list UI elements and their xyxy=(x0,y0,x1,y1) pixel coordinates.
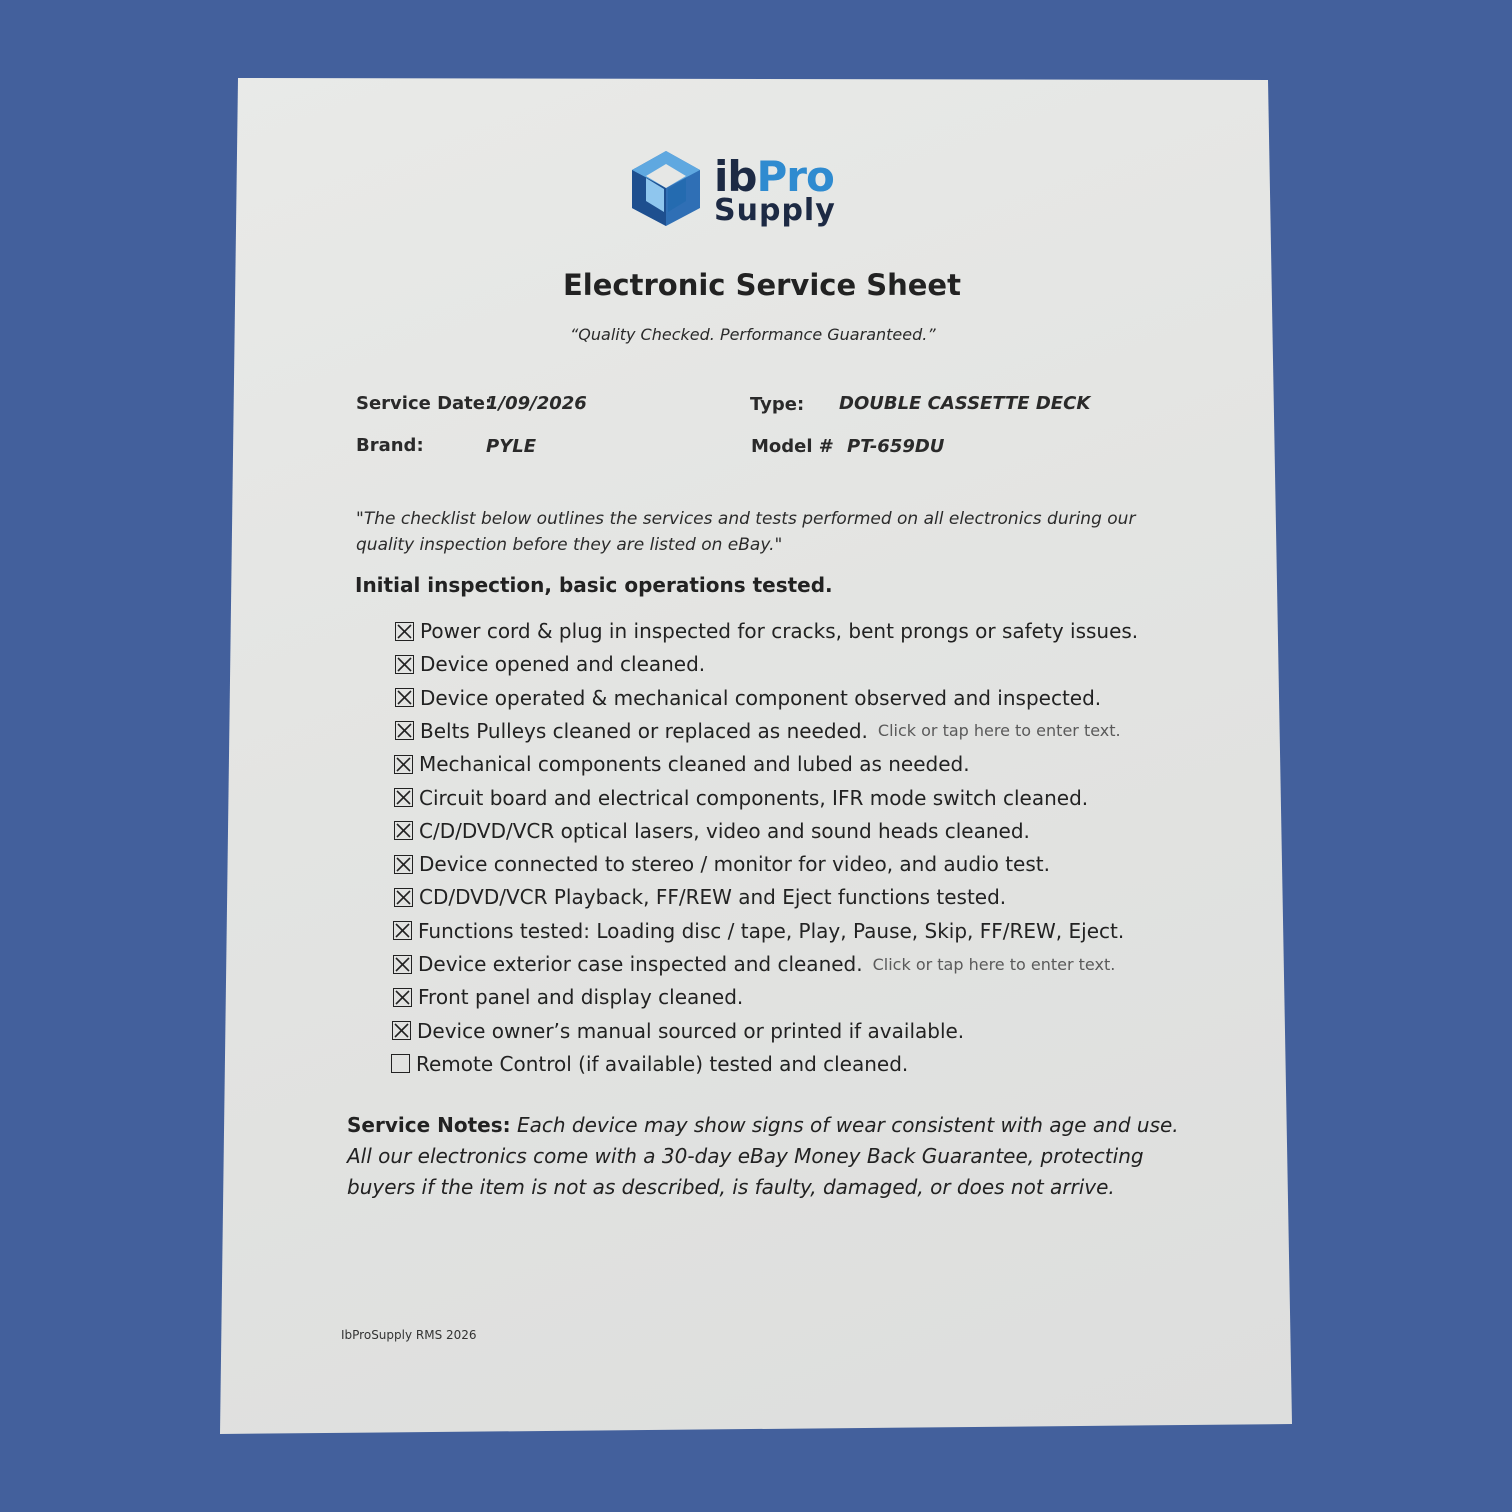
checklist-item-text: Power cord & plug in inspected for cracks, bent prongs or safety issues. xyxy=(420,619,1139,643)
checklist-item-text: Device opened and cleaned. xyxy=(420,652,706,677)
logo-text-ib: ib xyxy=(714,152,757,201)
document-tagline: “Quality Checked. Performance Guaranteed.” xyxy=(570,325,936,344)
service-notes-heading: Service Notes: xyxy=(347,1113,511,1137)
checklist-item-text: Circuit board and electrical components, IFR mode switch cleaned. xyxy=(419,785,1089,810)
checklist-item-text: Device owner’s manual sourced or printed if available. xyxy=(417,1018,965,1043)
checklist-item xyxy=(395,719,1121,743)
document-title: Electronic Service Sheet xyxy=(563,268,961,302)
checklist-item xyxy=(391,1052,908,1076)
section-heading: Initial inspection, basic operations tested. xyxy=(355,573,833,597)
intro-line-1: "The checklist below outlines the services and tests performed on all electronics during our xyxy=(356,509,1136,529)
checklist-item-text: CD/DVD/VCR Playback, FF/REW and Eject functions tested. xyxy=(419,885,1007,910)
checklist-item-text: Device connected to stereo / monitor for video, and audio test. xyxy=(419,852,1050,877)
x-mark-icon xyxy=(395,889,412,906)
x-mark-icon xyxy=(396,623,413,640)
checked-checkbox[interactable] xyxy=(395,655,414,674)
checklist-item xyxy=(393,952,1115,976)
brand-value: PYLE xyxy=(486,436,536,457)
type-label: Type: xyxy=(750,394,805,415)
checklist-item xyxy=(394,786,1088,810)
checked-checkbox[interactable] xyxy=(394,755,413,774)
text-entry-placeholder[interactable]: Click or tap here to enter text. xyxy=(877,721,1121,741)
checklist-item xyxy=(395,652,705,676)
x-mark-icon xyxy=(395,789,412,806)
checklist-item-text: Front panel and display cleaned. xyxy=(418,985,744,1010)
x-mark-icon xyxy=(396,689,413,706)
checked-checkbox[interactable] xyxy=(394,855,413,874)
checked-checkbox[interactable] xyxy=(395,688,414,707)
unchecked-checkbox[interactable] xyxy=(391,1054,410,1073)
x-mark-icon xyxy=(395,822,412,839)
brand-label: Brand: xyxy=(356,435,424,456)
x-mark-icon xyxy=(395,856,412,873)
checklist-item-text: Belts Pulleys cleaned or replaced as needed. xyxy=(420,718,868,743)
service-date-label: Service Date: xyxy=(356,393,493,414)
service-notes-line-2: All our electronics come with a 30-day eBay Money Back Guarantee, protecting xyxy=(347,1144,1144,1168)
document-footer: IbProSupply RMS 2026 xyxy=(341,1328,477,1342)
checklist-item-text: Functions tested: Loading disc / tape, Play, Pause, Skip, FF/REW, Eject. xyxy=(418,918,1125,943)
logo-text-pro: Pro xyxy=(756,152,834,201)
checked-checkbox[interactable] xyxy=(393,921,412,940)
cube-logo-icon xyxy=(628,148,704,228)
checklist-item xyxy=(394,752,970,776)
service-date-value: 1/09/2026 xyxy=(486,393,587,414)
x-mark-icon xyxy=(396,656,413,673)
x-mark-icon xyxy=(394,989,411,1006)
checklist-item xyxy=(393,985,743,1009)
x-mark-icon xyxy=(394,922,411,939)
checklist-item xyxy=(394,885,1006,909)
checked-checkbox[interactable] xyxy=(394,888,413,907)
checklist-item xyxy=(395,686,1101,710)
checked-checkbox[interactable] xyxy=(395,721,414,740)
checklist-item xyxy=(394,852,1050,876)
checklist-item-text: Device exterior case inspected and cleaned. xyxy=(418,952,863,976)
checklist-intro xyxy=(356,506,1156,558)
service-notes xyxy=(347,1110,1179,1203)
x-mark-icon xyxy=(394,956,411,973)
service-notes-line-1: Each device may show signs of wear consistent with age and use. xyxy=(516,1113,1179,1137)
checklist-item xyxy=(395,619,1138,643)
checked-checkbox[interactable] xyxy=(394,788,413,807)
checklist-item xyxy=(392,1019,964,1043)
checklist-item-text: C/D/DVD/VCR optical lasers, video and sound heads cleaned. xyxy=(419,818,1030,843)
checked-checkbox[interactable] xyxy=(393,955,412,974)
checked-checkbox[interactable] xyxy=(395,622,414,641)
logo-text-supply: Supply xyxy=(714,193,836,228)
checked-checkbox[interactable] xyxy=(393,988,412,1007)
checked-checkbox[interactable] xyxy=(394,821,413,840)
type-value: DOUBLE CASSETTE DECK xyxy=(839,393,1091,414)
ibprosupply-logo xyxy=(628,148,878,238)
x-mark-icon xyxy=(393,1022,410,1039)
checklist-item xyxy=(394,819,1030,843)
service-notes-line-3: buyers if the item is not as described, is faulty, damaged, or does not arrive. xyxy=(347,1175,1115,1199)
intro-line-2: quality inspection before they are listed on eBay." xyxy=(356,535,783,555)
checked-checkbox[interactable] xyxy=(392,1021,411,1040)
x-mark-icon xyxy=(396,722,413,739)
model-value: PT-659DU xyxy=(847,436,945,457)
checklist-item-text: Mechanical components cleaned and lubed as needed. xyxy=(419,752,970,777)
checklist-item-text: Device operated & mechanical component observed and inspected. xyxy=(420,685,1102,710)
x-mark-icon xyxy=(395,756,412,773)
logo-wordmark-ibpro xyxy=(714,152,834,201)
text-entry-placeholder[interactable]: Click or tap here to enter text. xyxy=(872,954,1116,974)
checklist-item-text: Remote Control (if available) tested and cleaned. xyxy=(416,1051,909,1076)
model-label: Model # xyxy=(751,436,834,457)
checklist-item xyxy=(393,919,1124,943)
